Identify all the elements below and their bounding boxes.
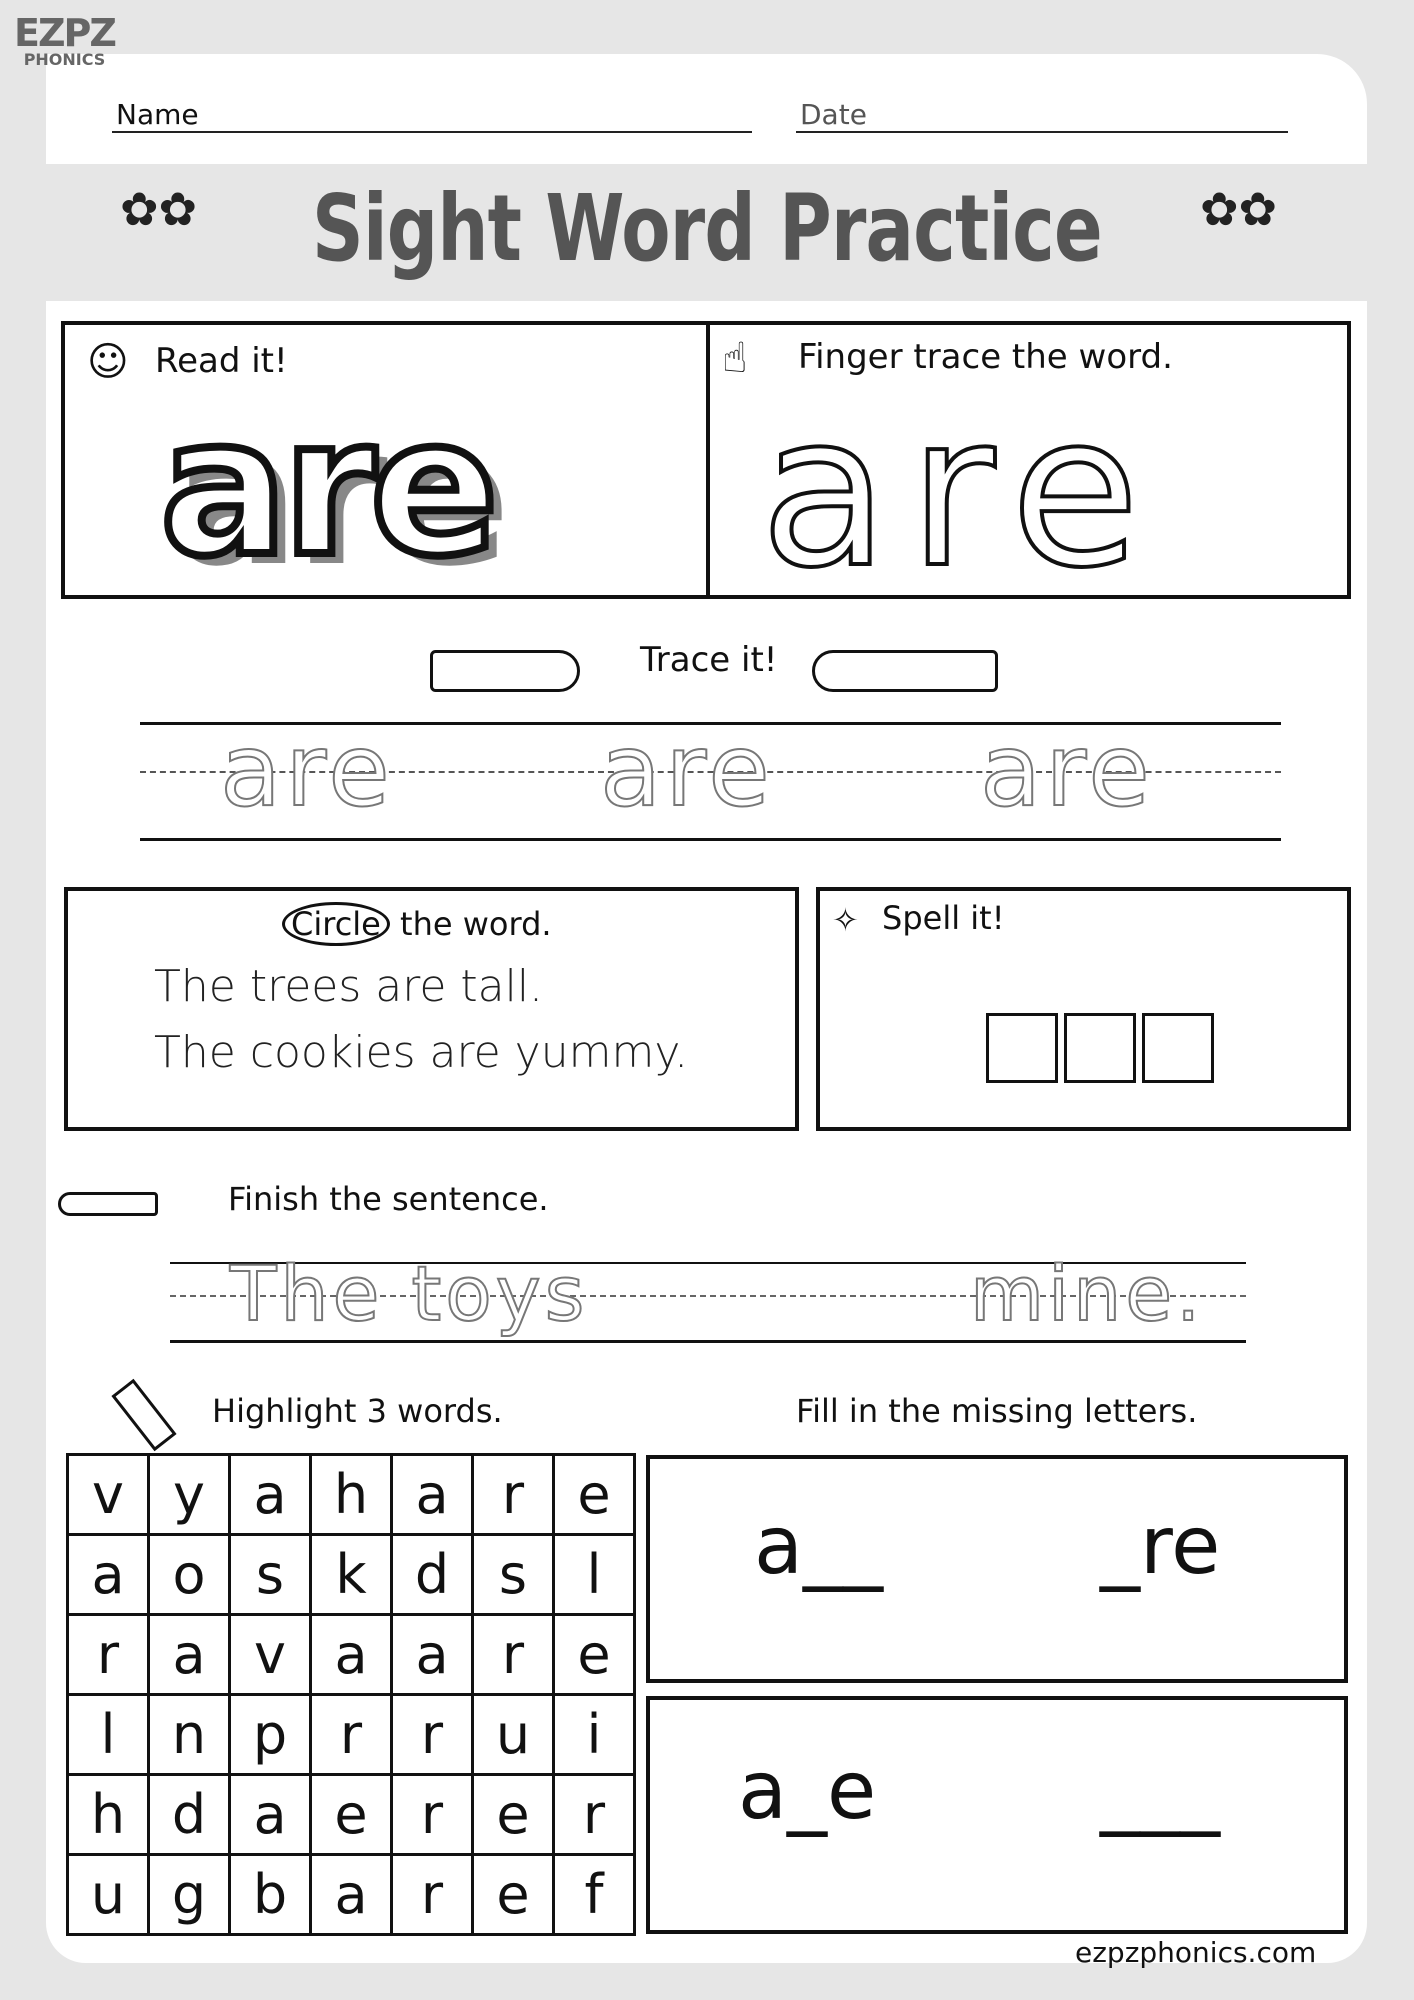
grid-cell[interactable]: u [68,1855,149,1935]
missing-word[interactable]: ___ [1100,1744,1220,1837]
grid-cell[interactable]: r [554,1775,635,1855]
missing-word[interactable]: a_e [738,1744,877,1837]
sentence-end: mine. [970,1249,1205,1338]
grid-cell[interactable]: k [311,1535,392,1615]
name-field[interactable] [112,131,752,133]
letter-box[interactable] [1142,1013,1214,1083]
read-it-label: Read it! [155,341,288,381]
grid-cell[interactable]: v [68,1455,149,1535]
name-label: Name [116,98,199,131]
grid-cell[interactable]: r [473,1455,554,1535]
grid-cell[interactable]: r [68,1615,149,1695]
sentence[interactable]: The trees are tall. [154,961,544,1012]
grid-row [68,1775,635,1855]
grid-cell[interactable]: d [149,1775,230,1855]
grid-cell[interactable]: a [68,1535,149,1615]
trace-it-label: Trace it! [640,640,778,680]
grid-cell[interactable]: i [554,1695,635,1775]
grid-cell[interactable]: a [230,1775,311,1855]
grid-cell[interactable]: d [392,1535,473,1615]
trace-word[interactable]: are [600,712,774,829]
grid-cell[interactable]: r [392,1695,473,1775]
grid-cell[interactable]: l [554,1535,635,1615]
grid-cell[interactable]: a [230,1455,311,1535]
grid-cell[interactable]: e [473,1775,554,1855]
grid-cell[interactable]: e [554,1615,635,1695]
date-label: Date [800,98,867,131]
pointing-hand-icon: ☝ [722,333,748,382]
read-it-box [61,321,710,599]
grid-cell[interactable]: f [554,1855,635,1935]
pencil-icon [430,650,580,692]
grid-cell[interactable]: n [149,1695,230,1775]
word-search-grid [66,1453,636,1936]
grid-cell[interactable]: a [311,1615,392,1695]
grid-cell[interactable]: y [149,1455,230,1535]
grid-cell[interactable]: a [392,1455,473,1535]
flower-icon: ✿✿ [1200,182,1278,236]
grid-cell[interactable]: l [68,1695,149,1775]
finger-trace-box [706,321,1351,614]
speaking-head-icon: ☺ [87,339,129,385]
trace-word[interactable]: are [980,712,1154,829]
grid-cell[interactable]: e [473,1855,554,1935]
pencil-scribble-icon [58,1192,158,1216]
highlight-label: Highlight 3 words. [212,1392,503,1430]
missing-letters-box [646,1455,1348,1683]
page-title: Sight Word Practice [312,175,1102,282]
circled-word: Circle [282,902,390,946]
finish-lines [170,1249,1246,1342]
sentence[interactable]: The cookies are yummy. [154,1027,689,1078]
grid-cell[interactable]: p [230,1695,311,1775]
grid-cell[interactable]: e [311,1775,392,1855]
grid-cell[interactable]: b [230,1855,311,1935]
trace-word[interactable]: are [220,712,394,829]
grid-row [68,1455,635,1535]
missing-word[interactable]: a__ [754,1499,884,1592]
circle-word-box [64,887,799,1131]
grid-row [68,1855,635,1935]
trace-lines [140,712,1281,840]
grid-cell[interactable]: r [473,1615,554,1695]
grid-cell[interactable]: e [554,1455,635,1535]
logo: EZPZ PHONICS [14,11,115,69]
grid-cell[interactable]: r [311,1695,392,1775]
grid-cell[interactable]: a [311,1855,392,1935]
date-field[interactable] [796,131,1288,133]
finger-trace-word[interactable]: are [760,369,1160,614]
spell-it-label: Spell it! [882,899,1005,937]
grid-cell[interactable]: r [392,1775,473,1855]
grid-cell[interactable]: s [473,1535,554,1615]
grid-cell[interactable]: h [311,1455,392,1535]
pencil-icon [812,650,998,692]
read-word: are [160,377,493,598]
flower-icon: ✿✿ [120,182,198,236]
circle-label: Circle the word. [282,905,552,943]
header-card [46,54,1367,164]
grid-cell[interactable]: a [392,1615,473,1695]
letter-box[interactable] [986,1013,1058,1083]
spell-it-box [816,887,1351,1131]
grid-cell[interactable]: a [149,1615,230,1695]
grid-cell[interactable]: v [230,1615,311,1695]
grid-cell[interactable]: o [149,1535,230,1615]
grid-cell[interactable]: s [230,1535,311,1615]
grid-cell[interactable]: r [392,1855,473,1935]
grid-cell[interactable]: h [68,1775,149,1855]
grid-row [68,1695,635,1775]
finish-sentence-label: Finish the sentence. [228,1180,549,1218]
sentence-start: The toys [230,1249,589,1338]
grid-row [68,1535,635,1615]
grid-cell[interactable]: u [473,1695,554,1775]
letter-box[interactable] [1064,1013,1136,1083]
missing-word[interactable]: _re [1100,1499,1221,1592]
missing-letters-box [646,1696,1348,1934]
grid-cell[interactable]: g [149,1855,230,1935]
finger-trace-label: Finger trace the word. [798,337,1173,377]
grid-row [68,1615,635,1695]
missing-letters-label: Fill in the missing letters. [796,1392,1198,1430]
footer-url: ezpzphonics.com [1075,1936,1317,1969]
sparkle-icon: ✧ [832,901,859,939]
